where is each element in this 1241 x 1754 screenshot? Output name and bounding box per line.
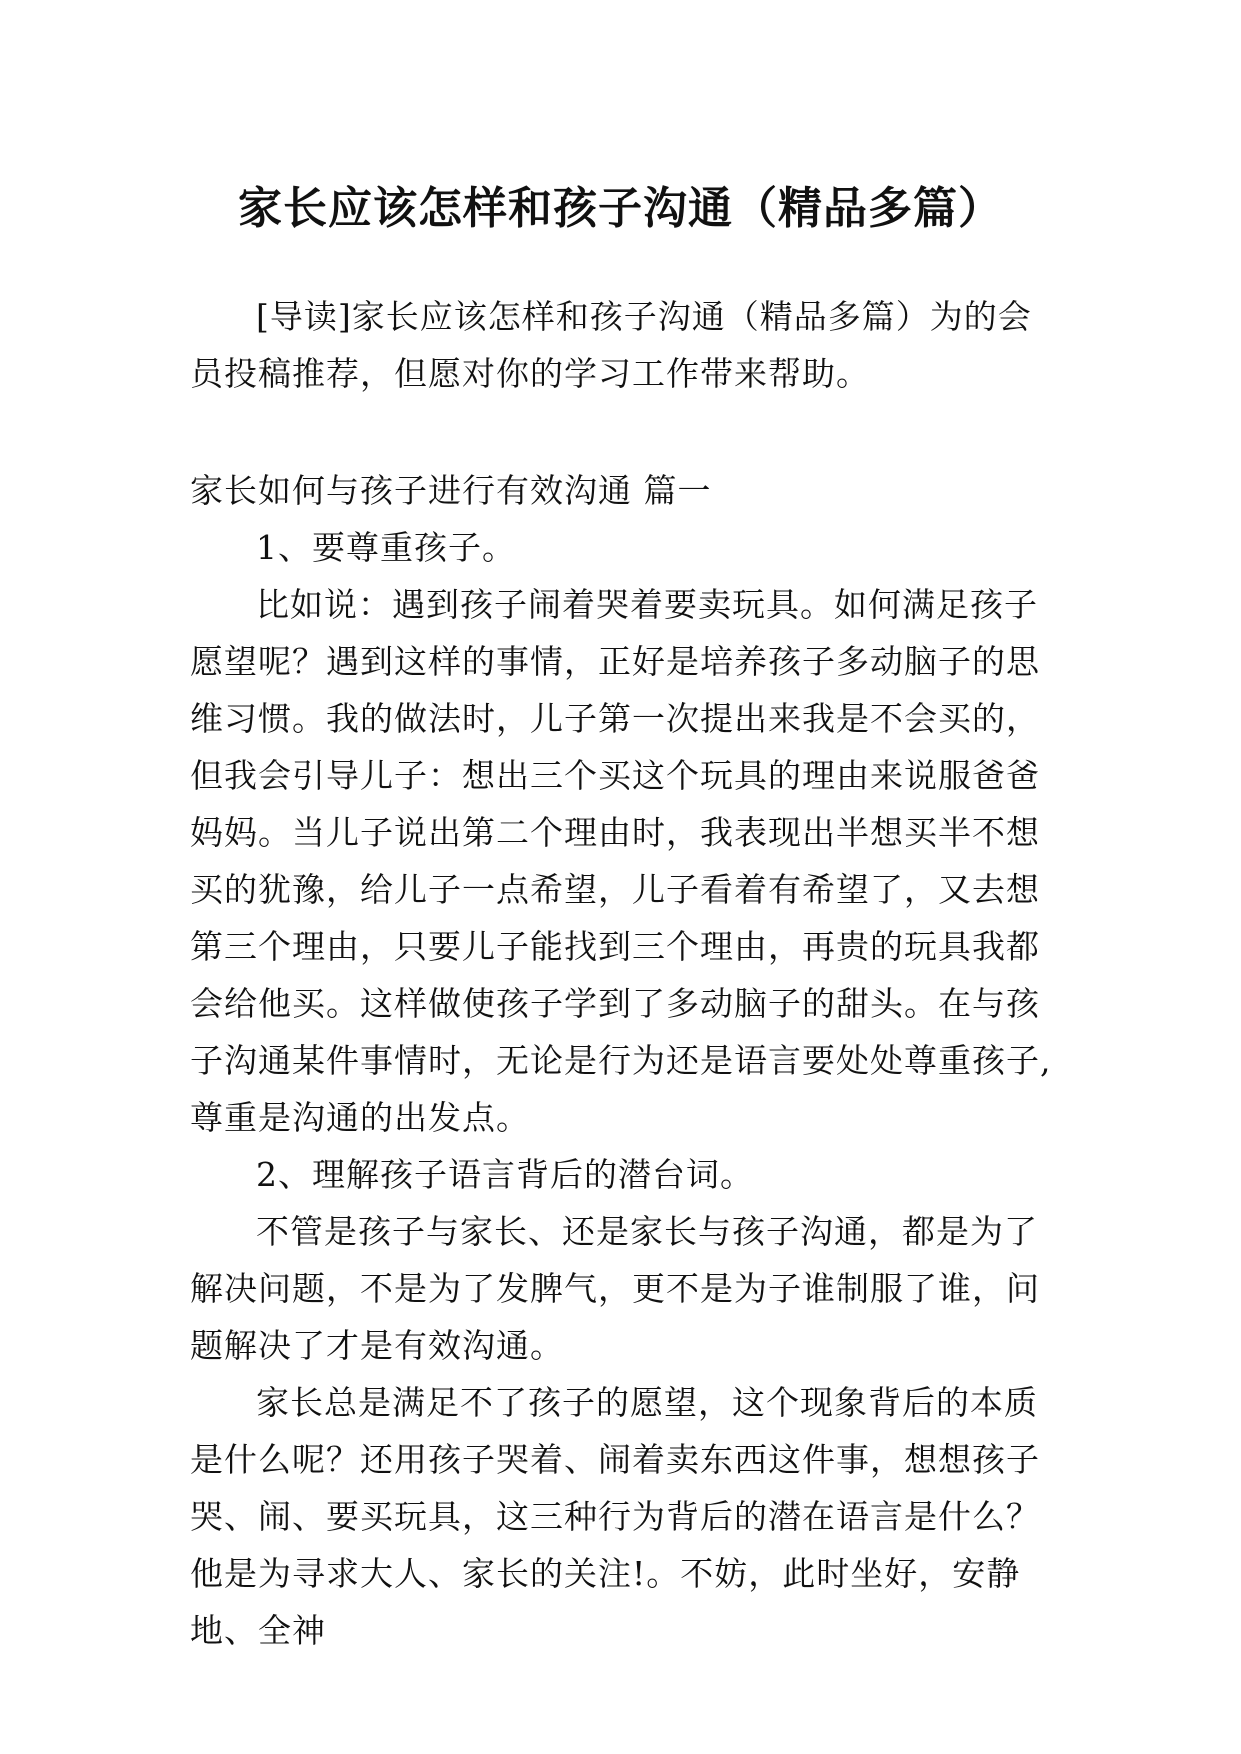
document-title: 家长应该怎样和孩子沟通（精品多篇） [238, 183, 1003, 235]
section-one [190, 462, 1060, 1659]
body-paragraph: 比如说：遇到孩子闹着哭着要卖玩具。如何满足孩子愿望呢？遇到这样的事情，正好是培养孩子多动脑子的思维习惯。我的做法时，儿子第一次提出来我是不会买的，但我会引导儿子：想出三个买这个玩具的理由来说服爸爸妈妈。当儿子说出第二个理由时，我表现出半想买半不想买的犹豫，给儿子一点希望，儿子看着有希望了，又去想第三个理由，只要儿子能找到三个理由，再贵的玩具我都会给他买。这样做使孩子学到了多动脑子的甜头。在与孩子沟通某件事情时，无论是行为还是语言要处处尊重孩子,尊重是沟通的出发点。 [190, 585, 1052, 1137]
intro-paragraph: [导读]家长应该怎样和孩子沟通（精品多篇）为的会员投稿推荐，但愿对你的学习工作带来帮助。 [190, 297, 1032, 393]
list-item-understand: 2、理解孩子语言背后的潜台词。 [256, 1155, 754, 1194]
body-paragraph: 家长总是满足不了孩子的愿望，这个现象背后的本质是什么呢？还用孩子哭着、闹着卖东西这件事，想想孩子哭、闹、要买玩具，这三种行为背后的潜在语言是什么？他是为寻求大人、家长的关注!。不妨，此时坐好，安静地、全神 [190, 1383, 1040, 1650]
list-item-respect: 1、要尊重孩子。 [256, 528, 516, 567]
body-paragraph: 不管是孩子与家长、还是家长与孩子沟通，都是为了解决问题，不是为了发脾气，更不是为子谁制服了谁，问题解决了才是有效沟通。 [190, 1212, 1040, 1365]
section-heading: 家长如何与孩子进行有效沟通 篇一 [190, 471, 712, 510]
